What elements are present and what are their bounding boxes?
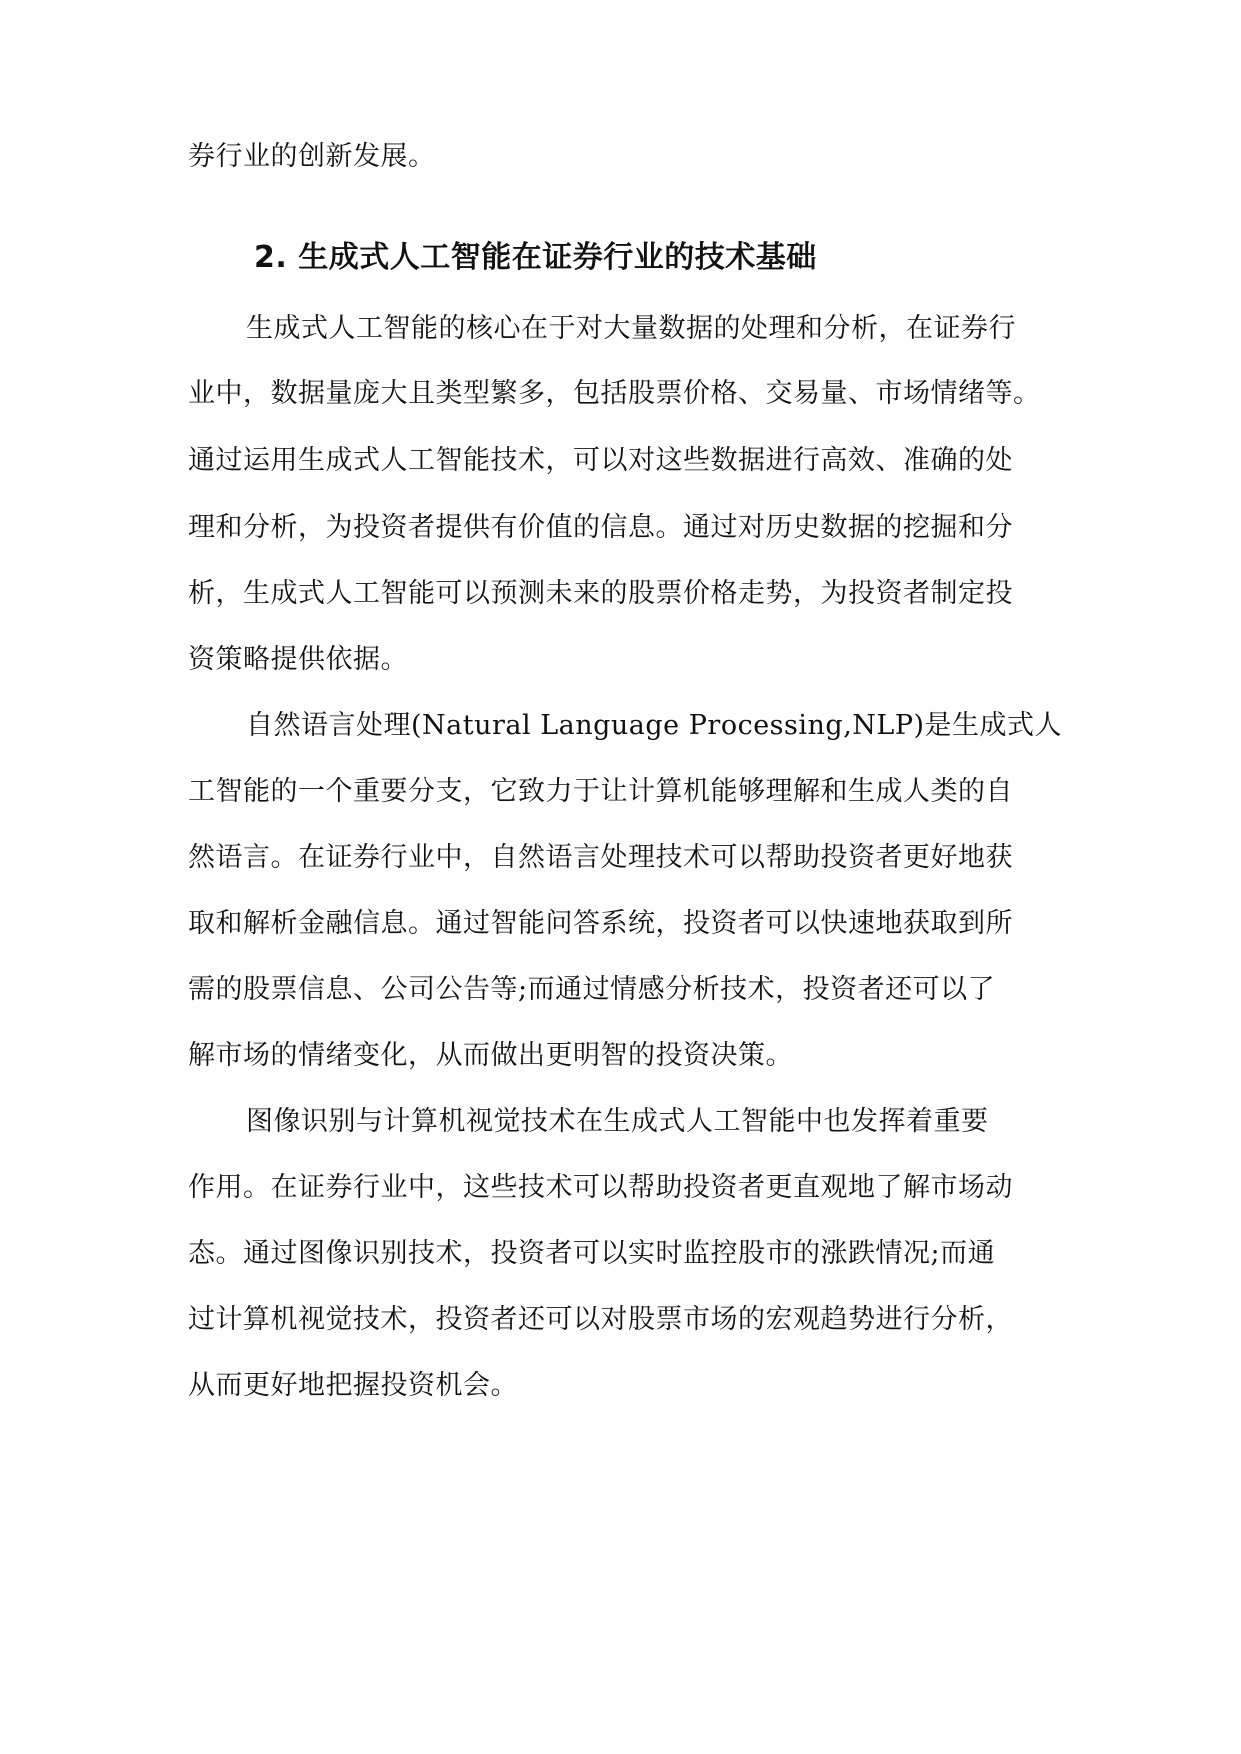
paragraph-3-line-1: 图像识别与计算机视觉技术在生成式人工智能中也发挥着重要 (246, 1106, 989, 1137)
paragraph-2-line-5: 需的股票信息、公司公告等;而通过情感分析技术，投资者还可以了 (188, 974, 996, 1005)
paragraph-1-line-5: 析，生成式人工智能可以预测未来的股票价格走势，为投资者制定投 (188, 578, 1013, 609)
paragraph-1-line-2: 业中，数据量庞大且类型繁多，包括股票价格、交易量、市场情绪等。 (188, 378, 1041, 409)
paragraph-1-line-1: 生成式人工智能的核心在于对大量数据的处理和分析，在证券行 (246, 313, 1016, 344)
paragraph-2-line-2: 工智能的一个重要分支，它致力于让计算机能够理解和生成人类的自 (188, 776, 1013, 807)
paragraph-2-line-3: 然语言。在证券行业中，自然语言处理技术可以帮助投资者更好地获 (188, 842, 1013, 873)
paragraph-2-line-1: 自然语言处理(Natural Language Processing,NLP)是生成式人 (246, 710, 1063, 741)
paragraph-2-line-4: 取和解析金融信息。通过智能问答系统，投资者可以快速地获取到所 (188, 908, 1013, 939)
intro-tail-line: 券行业的创新发展。 (188, 141, 436, 172)
paragraph-1-line-3: 通过运用生成式人工智能技术，可以对这些数据进行高效、准确的处 (188, 445, 1013, 476)
paragraph-1-line-6: 资策略提供依据。 (188, 644, 408, 675)
section-heading: 2. 生成式人工智能在证券行业的技术基础 (254, 240, 817, 275)
paragraph-3-line-5: 从而更好地把握投资机会。 (188, 1370, 518, 1401)
paragraph-3-line-2: 作用。在证券行业中，这些技术可以帮助投资者更直观地了解市场动 (188, 1172, 1013, 1203)
paragraph-3-line-3: 态。通过图像识别技术，投资者可以实时监控股市的涨跌情况;而通 (188, 1238, 996, 1269)
paragraph-2-line-6: 解市场的情绪变化，从而做出更明智的投资决策。 (188, 1040, 793, 1071)
paragraph-1-line-4: 理和分析，为投资者提供有价值的信息。通过对历史数据的挖掘和分 (188, 512, 1013, 543)
paragraph-3-line-4: 过计算机视觉技术，投资者还可以对股票市场的宏观趋势进行分析， (188, 1304, 1013, 1335)
